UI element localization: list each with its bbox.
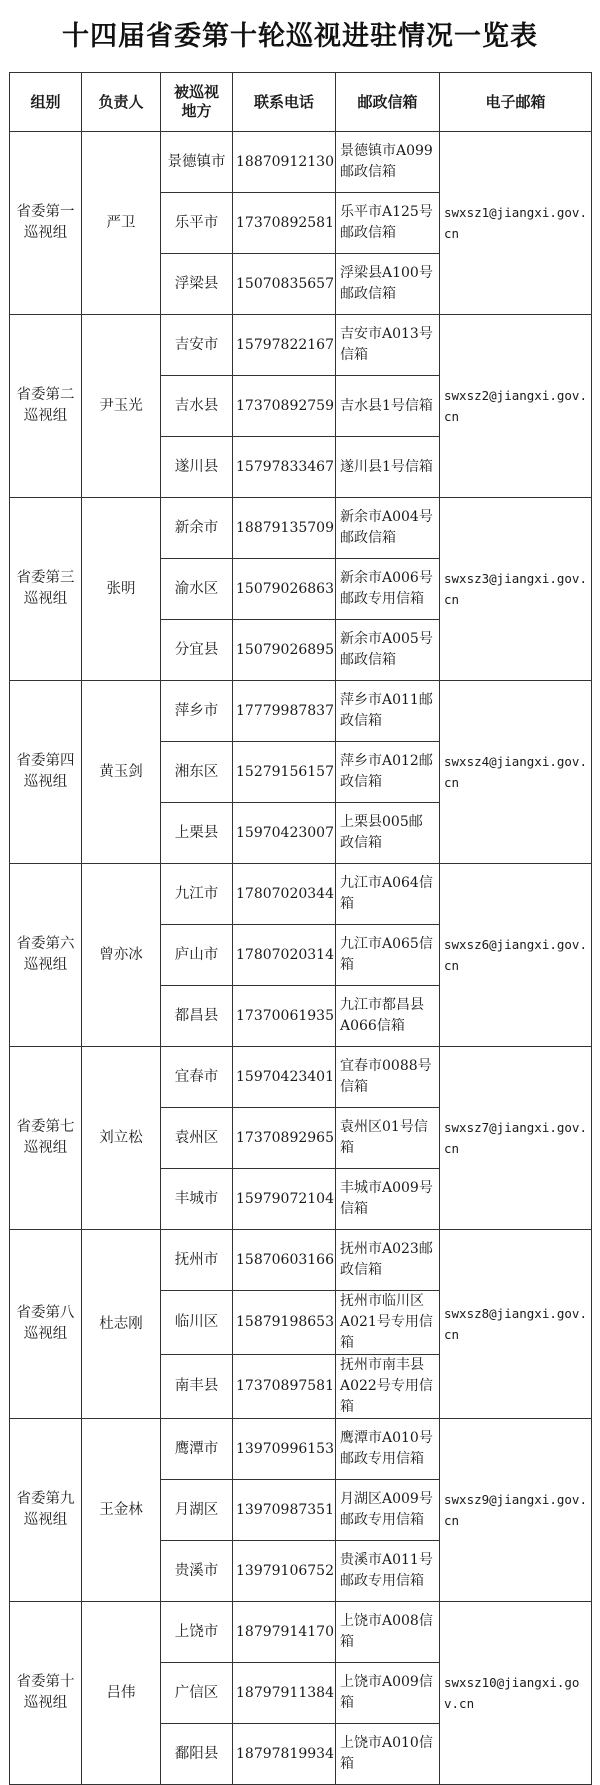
mailbox-cell: 上饶市A008信箱 (336, 1602, 440, 1663)
mailbox-cell: 吉水县1号信箱 (336, 376, 440, 437)
table-row (10, 1047, 592, 1108)
place-cell: 乐平市 (161, 193, 233, 254)
email-cell: swxsz7@jiangxi.gov.cn (440, 1047, 592, 1230)
phone-cell: 15979072104 (233, 1169, 336, 1230)
place-cell: 遂川县 (161, 437, 233, 498)
mailbox-cell: 新余市A006号邮政专用信箱 (336, 559, 440, 620)
group-name-cell: 省委第九巡视组 (10, 1419, 82, 1602)
group-name-cell: 省委第七巡视组 (10, 1047, 82, 1230)
group-name-cell: 省委第三巡视组 (10, 498, 82, 681)
mailbox-cell: 宜春市0088号信箱 (336, 1047, 440, 1108)
phone-cell: 15870603166 (233, 1230, 336, 1291)
inspection-table (9, 72, 592, 1785)
phone-cell: 15970423007 (233, 803, 336, 864)
table-row (10, 315, 592, 376)
phone-cell: 17370897581 (233, 1355, 336, 1419)
phone-cell: 13970987351 (233, 1480, 336, 1541)
table-row (10, 1602, 592, 1663)
mailbox-cell: 抚州市临川区A021号专用信箱 (336, 1291, 440, 1355)
mailbox-cell: 萍乡市A011邮政信箱 (336, 681, 440, 742)
mailbox-cell: 吉安市A013号信箱 (336, 315, 440, 376)
phone-cell: 13979106752 (233, 1541, 336, 1602)
header-phone: 联系电话 (233, 73, 336, 132)
phone-cell: 18797911384 (233, 1663, 336, 1724)
leader-cell: 刘立松 (82, 1047, 161, 1230)
mailbox-cell: 上饶市A010信箱 (336, 1724, 440, 1785)
group-name-cell: 省委第八巡视组 (10, 1230, 82, 1419)
leader-cell: 曾亦冰 (82, 864, 161, 1047)
place-cell: 新余市 (161, 498, 233, 559)
phone-cell: 17370892965 (233, 1108, 336, 1169)
place-cell: 都昌县 (161, 986, 233, 1047)
place-cell: 浮梁县 (161, 254, 233, 315)
place-cell: 贵溪市 (161, 1541, 233, 1602)
mailbox-cell: 新余市A004号邮政信箱 (336, 498, 440, 559)
phone-cell: 17807020314 (233, 925, 336, 986)
header-group: 组别 (10, 73, 82, 132)
place-cell: 鄱阳县 (161, 1724, 233, 1785)
phone-cell: 15079026895 (233, 620, 336, 681)
place-cell: 庐山市 (161, 925, 233, 986)
place-cell: 吉水县 (161, 376, 233, 437)
place-cell: 月湖区 (161, 1480, 233, 1541)
place-cell: 丰城市 (161, 1169, 233, 1230)
mailbox-cell: 鹰潭市A010号邮政专用信箱 (336, 1419, 440, 1480)
phone-cell: 18797819934 (233, 1724, 336, 1785)
phone-cell: 15797833467 (233, 437, 336, 498)
place-cell: 分宜县 (161, 620, 233, 681)
table-row (10, 132, 592, 193)
mailbox-cell: 上栗县005邮政信箱 (336, 803, 440, 864)
place-cell: 渝水区 (161, 559, 233, 620)
mailbox-cell: 景德镇市A099邮政信箱 (336, 132, 440, 193)
phone-cell: 17779987837 (233, 681, 336, 742)
table-body (10, 132, 592, 1785)
place-cell: 鹰潭市 (161, 1419, 233, 1480)
phone-cell: 15879198653 (233, 1291, 336, 1355)
table-row (10, 1230, 592, 1291)
table-row (10, 681, 592, 742)
place-cell: 九江市 (161, 864, 233, 925)
mailbox-cell: 袁州区01号信箱 (336, 1108, 440, 1169)
phone-cell: 15079026863 (233, 559, 336, 620)
place-cell: 上栗县 (161, 803, 233, 864)
phone-cell: 15970423401 (233, 1047, 336, 1108)
header-place: 被巡视地方 (161, 73, 233, 132)
mailbox-cell: 浮梁县A100号邮政信箱 (336, 254, 440, 315)
place-cell: 上饶市 (161, 1602, 233, 1663)
group-name-cell: 省委第二巡视组 (10, 315, 82, 498)
email-cell: swxsz8@jiangxi.gov.cn (440, 1230, 592, 1419)
table-row (10, 864, 592, 925)
phone-cell: 15279156157 (233, 742, 336, 803)
phone-cell: 18879135709 (233, 498, 336, 559)
mailbox-cell: 九江市A065信箱 (336, 925, 440, 986)
phone-cell: 17807020344 (233, 864, 336, 925)
place-cell: 萍乡市 (161, 681, 233, 742)
place-cell: 广信区 (161, 1663, 233, 1724)
mailbox-cell: 月湖区A009号邮政专用信箱 (336, 1480, 440, 1541)
group-name-cell: 省委第一巡视组 (10, 132, 82, 315)
place-cell: 吉安市 (161, 315, 233, 376)
place-cell: 宜春市 (161, 1047, 233, 1108)
leader-cell: 黄玉剑 (82, 681, 161, 864)
mailbox-cell: 贵溪市A011号邮政专用信箱 (336, 1541, 440, 1602)
phone-cell: 17370892759 (233, 376, 336, 437)
group-name-cell: 省委第四巡视组 (10, 681, 82, 864)
table-row (10, 1419, 592, 1480)
email-cell: swxsz10@jiangxi.gov.cn (440, 1602, 592, 1785)
group-name-cell: 省委第六巡视组 (10, 864, 82, 1047)
phone-cell: 18870912130 (233, 132, 336, 193)
leader-cell: 王金林 (82, 1419, 161, 1602)
page-title: 十四届省委第十轮巡视进驻情况一览表 (62, 21, 538, 52)
header-row (10, 73, 592, 132)
leader-cell: 吕伟 (82, 1602, 161, 1785)
mailbox-cell: 九江市A064信箱 (336, 864, 440, 925)
place-cell: 南丰县 (161, 1355, 233, 1419)
header-leader: 负责人 (82, 73, 161, 132)
email-cell: swxsz6@jiangxi.gov.cn (440, 864, 592, 1047)
mailbox-cell: 抚州市南丰县A022号专用信箱 (336, 1355, 440, 1419)
header-mailbox: 邮政信箱 (336, 73, 440, 132)
leader-cell: 尹玉光 (82, 315, 161, 498)
email-cell: swxsz4@jiangxi.gov.cn (440, 681, 592, 864)
phone-cell: 18797914170 (233, 1602, 336, 1663)
mailbox-cell: 抚州市A023邮政信箱 (336, 1230, 440, 1291)
email-cell: swxsz1@jiangxi.gov.cn (440, 132, 592, 315)
mailbox-cell: 新余市A005号邮政信箱 (336, 620, 440, 681)
email-cell: swxsz9@jiangxi.gov.cn (440, 1419, 592, 1602)
email-cell: swxsz3@jiangxi.gov.cn (440, 498, 592, 681)
phone-cell: 15797822167 (233, 315, 336, 376)
mailbox-cell: 九江市都昌县A066信箱 (336, 986, 440, 1047)
mailbox-cell: 萍乡市A012邮政信箱 (336, 742, 440, 803)
email-cell: swxsz2@jiangxi.gov.cn (440, 315, 592, 498)
phone-cell: 17370892581 (233, 193, 336, 254)
mailbox-cell: 上饶市A009信箱 (336, 1663, 440, 1724)
phone-cell: 13970996153 (233, 1419, 336, 1480)
group-name-cell: 省委第十巡视组 (10, 1602, 82, 1785)
leader-cell: 张明 (82, 498, 161, 681)
mailbox-cell: 丰城市A009号信箱 (336, 1169, 440, 1230)
phone-cell: 15070835657 (233, 254, 336, 315)
place-cell: 袁州区 (161, 1108, 233, 1169)
phone-cell: 17370061935 (233, 986, 336, 1047)
mailbox-cell: 遂川县1号信箱 (336, 437, 440, 498)
table-row (10, 498, 592, 559)
place-cell: 临川区 (161, 1291, 233, 1355)
header-email: 电子邮箱 (440, 73, 592, 132)
mailbox-cell: 乐平市A125号邮政信箱 (336, 193, 440, 254)
place-cell: 景德镇市 (161, 132, 233, 193)
leader-cell: 杜志刚 (82, 1230, 161, 1419)
place-cell: 湘东区 (161, 742, 233, 803)
leader-cell: 严卫 (82, 132, 161, 315)
place-cell: 抚州市 (161, 1230, 233, 1291)
